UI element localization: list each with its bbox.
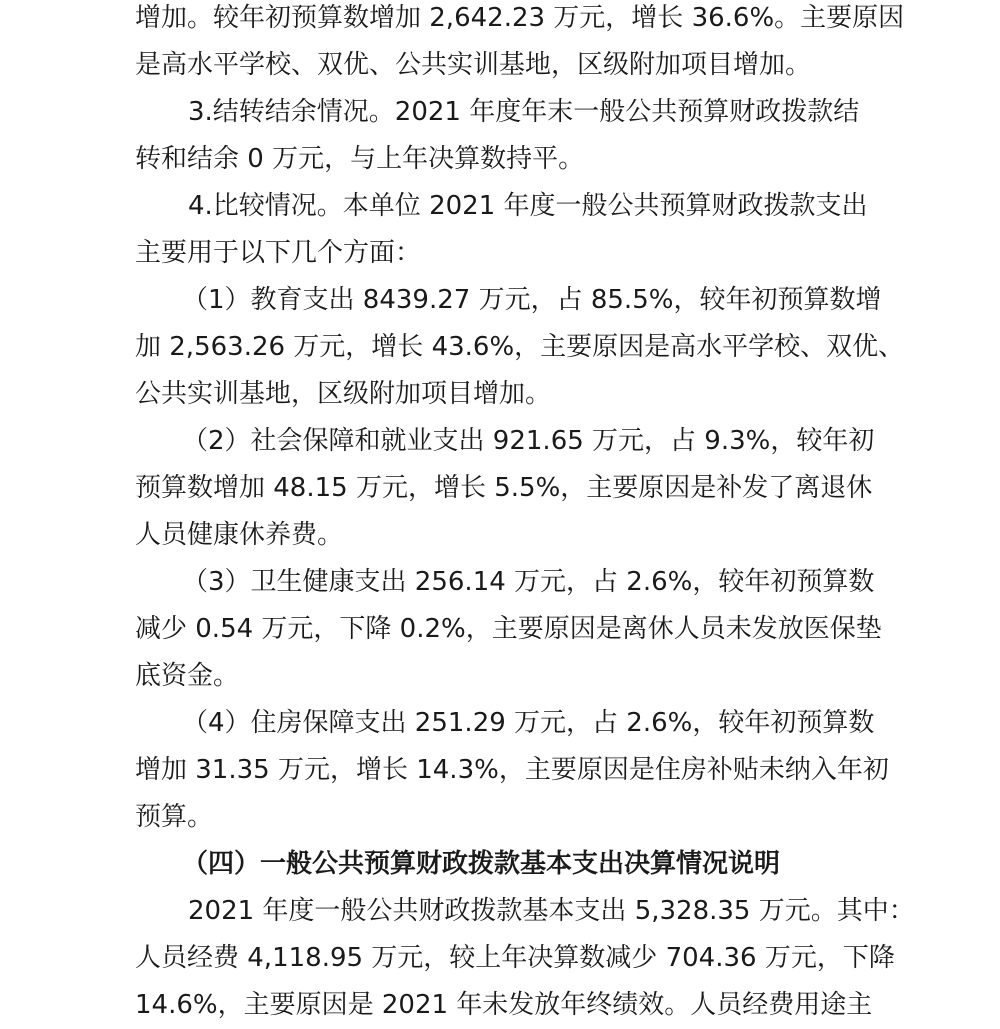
text-line-12: 人员健康休养费。	[135, 520, 344, 550]
text-line-22: 14.6%，主要原因是 2021 年未发放年终绩效。人员经费用途主	[135, 990, 873, 1020]
text-line-21: 人员经费 4,118.95 万元，较上年决算数减少 704.36 万元，下降	[135, 943, 895, 973]
text-line-9: 公共实训基地，区级附加项目增加。	[135, 379, 552, 409]
text-line-10: （2）社会保障和就业支出 921.65 万元，占 9.3%，较年初	[182, 426, 875, 456]
text-line-14: 减少 0.54 万元，下降 0.2%，主要原因是离休人员未发放医保垫	[135, 614, 882, 644]
text-line-7: （1）教育支出 8439.27 万元，占 85.5%，较年初预算数增	[182, 285, 882, 315]
text-line-8: 加 2,563.26 万元，增长 43.6%，主要原因是高水平学校、双优、	[135, 332, 905, 362]
text-line-18: 预算。	[135, 802, 214, 832]
text-line-1: 增加。较年初预算数增加 2,642.23 万元，增长 36.6%。主要原因	[135, 3, 905, 33]
text-line-4: 转和结余 0 万元，与上年决算数持平。	[135, 144, 585, 174]
text-line-2: 是高水平学校、双优、公共实训基地，区级附加项目增加。	[135, 50, 812, 80]
section-heading: （四）一般公共预算财政拨款基本支出决算情况说明	[182, 849, 781, 879]
text-line-17: 增加 31.35 万元，增长 14.3%，主要原因是住房补贴未纳入年初	[135, 755, 889, 785]
text-line-16: （4）住房保障支出 251.29 万元，占 2.6%，较年初预算数	[182, 708, 875, 738]
text-line-20: 2021 年度一般公共财政拨款基本支出 5,328.35 万元。其中：	[188, 896, 915, 926]
text-line-13: （3）卫生健康支出 256.14 万元，占 2.6%，较年初预算数	[182, 567, 875, 597]
text-line-6: 主要用于以下几个方面：	[135, 238, 422, 268]
text-line-5: 4.比较情况。本单位 2021 年度一般公共预算财政拨款支出	[188, 191, 868, 221]
text-line-11: 预算数增加 48.15 万元，增长 5.5%，主要原因是补发了离退休	[135, 473, 873, 503]
text-line-3: 3.结转结余情况。2021 年度年末一般公共预算财政拨款结	[188, 97, 860, 127]
text-line-15: 底资金。	[135, 661, 240, 691]
